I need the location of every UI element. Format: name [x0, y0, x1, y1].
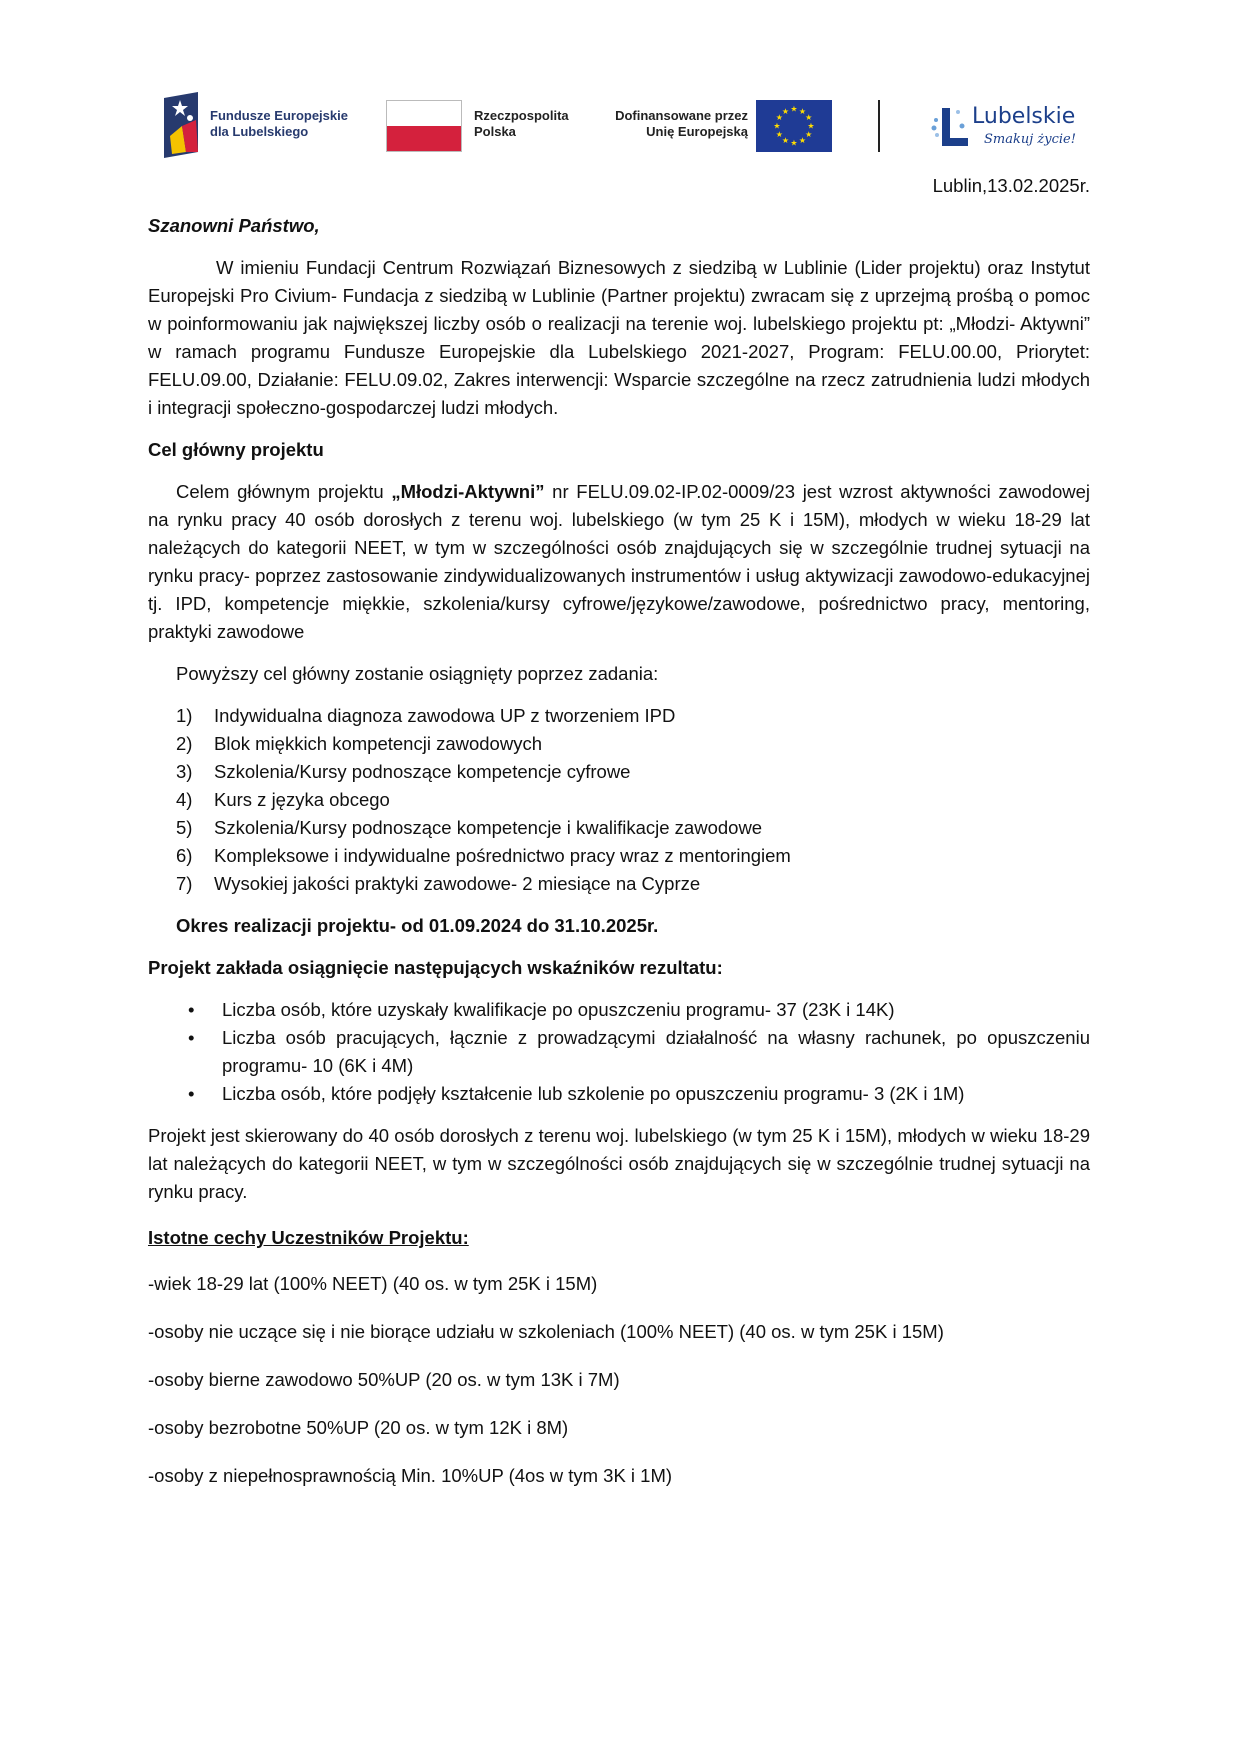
rzeczpospolita-logo-text [474, 108, 569, 140]
indicator-text: Liczba osób pracujących, łącznie z prowadzącymi działalność na własny rachunek, po opuszczeniu programu- 10 (6K i 4M) [222, 1027, 1090, 1076]
eu-star-icon: ★ [805, 130, 813, 139]
goal-paragraph [148, 478, 1090, 646]
target-group-paragraph: Projekt jest skierowany do 40 osób dorosłych z terenu woj. lubelskiego (w tym 25 K i 15M), młodych w wieku 18-29 lat należących do kategorii NEET, w tym w szczególności osób znajdujących się w szczególnie trudnej sytuacji na rynku pracy. [148, 1125, 1090, 1202]
indicator-item [148, 996, 1090, 1024]
polish-flag-icon [386, 100, 462, 152]
eu-cofinanced-text [600, 108, 748, 140]
eu-star-icon: ★ [781, 106, 790, 116]
fundusze-europejskie-logo [164, 92, 364, 158]
task-item [176, 730, 1090, 758]
letter-date: Lublin,13.02.2025r. [932, 175, 1090, 196]
eu-star-icon: ★ [781, 136, 790, 146]
task-text: Wysokiej jakości praktyki zawodowe- 2 miesiące na Cyprze [214, 873, 701, 894]
eu-star-icon: ★ [773, 121, 781, 131]
task-number: 6) [176, 845, 193, 866]
task-text: Blok miękkich kompetencji zawodowych [214, 733, 542, 754]
eu-star-icon: ★ [790, 138, 798, 148]
eu-star-icon: ★ [775, 113, 783, 122]
participant-feature: -osoby z niepełnosprawnością Min. 10%UP (4os w tym 3K i 1M) [148, 1465, 673, 1486]
goal-pre: Celem głównym projektu [176, 481, 392, 502]
letter-body [148, 172, 1090, 1510]
eu-star-icon: ★ [790, 104, 798, 114]
indicator-item [148, 1080, 1090, 1108]
goal-heading: Cel główny projektu [148, 439, 324, 460]
task-item [176, 786, 1090, 814]
eu-star-icon: ★ [798, 106, 807, 116]
task-item [176, 758, 1090, 786]
bullet-icon: • [188, 999, 195, 1020]
eu-star-icon: ★ [775, 130, 783, 139]
eu-flag-icon [756, 100, 832, 152]
ue-line-1: Dofinansowane przez [615, 108, 748, 123]
lubelskie-emblem-icon [928, 102, 972, 152]
fe-star-icon [164, 92, 204, 158]
eu-star-icon: ★ [807, 121, 815, 131]
fe-line-2: dla Lubelskiego [210, 124, 309, 139]
indicators-heading: Projekt zakłada osiągnięcie następujących wskaźników rezultatu: [148, 957, 723, 978]
lubelskie-tagline: Smakuj życie! [984, 132, 1076, 147]
indicator-text: Liczba osób, które podjęły kształcenie lub szkolenie po opuszczeniu programu- 3 (2K i 1M) [222, 1083, 965, 1104]
tasks-list [176, 702, 1090, 898]
ue-line-2: Unię Europejską [646, 124, 748, 139]
rp-line-1: Rzeczpospolita [474, 108, 569, 123]
logo-strip [0, 88, 1241, 160]
lubelskie-wordmark: Lubelskie [972, 104, 1076, 129]
project-period: Okres realizacji projektu- od 01.09.2024 do 31.10.2025r. [176, 915, 659, 936]
task-item [176, 814, 1090, 842]
task-item [176, 842, 1090, 870]
task-number: 1) [176, 705, 193, 726]
indicator-text: Liczba osób, które uzyskały kwalifikacje po opuszczeniu programu- 37 (23K i 14K) [222, 999, 895, 1020]
eu-star-icon: ★ [805, 113, 813, 122]
features-list [148, 1270, 1090, 1490]
participant-feature: -osoby bezrobotne 50%UP (20 os. w tym 12K i 8M) [148, 1417, 569, 1438]
intro-paragraph: W imieniu Fundacji Centrum Rozwiązań Biznesowych z siedzibą w Lublinie (Lider projektu) oraz Instytut Europejski Pro Civium- Fundacja z siedzibą w Lublinie (Partner projektu) zwracam się z uprzejmą prośbą o pomoc w poinformowaniu jak największej liczby osób o realizacji na terenie woj. lubelskiego projektu pt: „Młodzi- Aktywni” w ramach programu Fundusze Europejskie dla Lubelskiego 2021-2027, Program: FELU.00.00, Priorytet: FELU.09.00, Działanie: FELU.09.02, Zakres interwencji: Wsparcie szczególne na rzecz zatrudnienia ludzi młodych i integracji społeczno-gospodarczej ludzi młodych. [148, 257, 1090, 418]
task-text: Szkolenia/Kursy podnoszące kompetencje cyfrowe [214, 761, 631, 782]
task-number: 5) [176, 817, 193, 838]
task-item [176, 702, 1090, 730]
participant-feature: -osoby bierne zawodowo 50%UP (20 os. w tym 13K i 7M) [148, 1369, 620, 1390]
task-text: Indywidualna diagnoza zawodowa UP z tworzeniem IPD [214, 705, 676, 726]
fe-line-1: Fundusze Europejskie [210, 108, 348, 123]
indicator-item [148, 1024, 1090, 1080]
project-name: „Młodzi-Aktywni” [391, 481, 545, 502]
task-text: Kurs z języka obcego [214, 789, 390, 810]
bullet-icon: • [188, 1027, 195, 1048]
task-text: Szkolenia/Kursy podnoszące kompetencje i kwalifikacje zawodowe [214, 817, 763, 838]
task-number: 3) [176, 761, 193, 782]
task-number: 4) [176, 789, 193, 810]
task-number: 2) [176, 733, 193, 754]
participant-feature: -wiek 18-29 lat (100% NEET) (40 os. w tym 25K i 15M) [148, 1273, 598, 1294]
task-text: Kompleksowe i indywidualne pośrednictwo pracy wraz z mentoringiem [214, 845, 791, 866]
lubelskie-logo [928, 96, 1088, 156]
bullet-icon: • [188, 1083, 195, 1104]
logo-divider [878, 100, 880, 152]
task-number: 7) [176, 873, 193, 894]
tasks-intro: Powyższy cel główny zostanie osiągnięty poprzez zadania: [176, 663, 659, 684]
indicators-list [148, 996, 1090, 1108]
salutation: Szanowni Państwo, [148, 215, 320, 236]
features-heading: Istotne cechy Uczestników Projektu: [148, 1227, 469, 1248]
rp-line-2: Polska [474, 124, 516, 139]
participant-feature: -osoby nie uczące się i nie biorące udziału w szkoleniach (100% NEET) (40 os. w tym 25K i 15M) [148, 1321, 944, 1342]
eu-star-icon: ★ [798, 136, 807, 146]
goal-post: nr FELU.09.02-IP.02-0009/23 jest wzrost aktywności zawodowej na rynku pracy 40 osób dorosłych z terenu woj. lubelskiego (w tym 25 K i 15M), młodych w wieku 18-29 lat należących do kategorii NEET, w tym w szczególności osób znajdujących się w szczególnie trudnej sytuacji na rynku pracy- poprzez zastosowanie zindywidualizowanych instrumentów i usług aktywizacji zawodowo-edukacyjnej tj. IPD, kompetencje miękkie, szkolenia/kursy cyfrowe/językowe/zawodowe, pośrednictwo pracy, mentoring, praktyki zawodowe [148, 481, 1090, 642]
task-item [176, 870, 1090, 898]
